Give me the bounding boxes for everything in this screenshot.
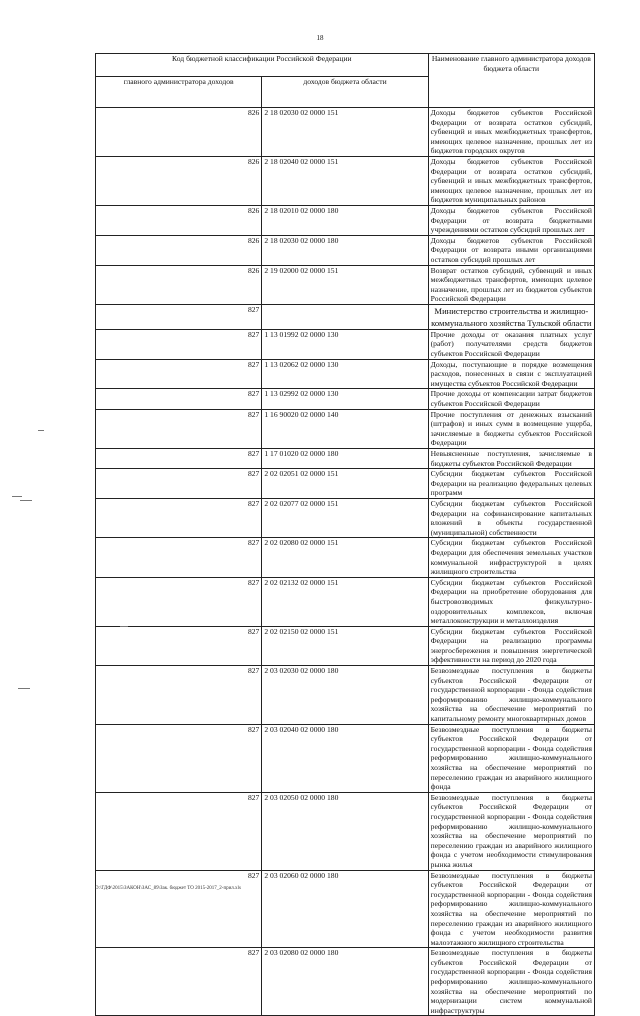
revenue-code-cell: [262, 304, 428, 329]
table-header-row: [96, 54, 595, 77]
revenue-name-cell: Безвозмездные поступления в бюджеты субъектов Российской Федерации от государственной корпорации - Фонда содействия реформированию жилищно-коммунального хозяйства на обеспечение мероприятий по переселению граждан из аварийного жилищного фонда с учетом необходимости стимулирования рынка жилья: [428, 792, 594, 870]
revenue-name-cell: Доходы, поступающие в порядке возмещения расходов, понесенных в связи с эксплуатацией имущества субъектов Российской Федерации: [428, 359, 594, 389]
revenue-name-cell: Невыясненные поступления, зачисляемые в бюджеты субъектов Российской Федерации: [428, 449, 594, 469]
revenue-code-cell: 2 18 02040 02 0000 151: [262, 156, 428, 205]
revenue-name-cell: Доходы бюджетов субъектов Российской Федерации от возврата бюджетными учреждениями остатков субсидий прошлых лет: [428, 205, 594, 235]
admin-code-cell: 827: [96, 329, 262, 359]
file-path-footer: D:\ГДФ\2015\ЗАКОН\ЗАС_89\Зак. бюджет ТО 2015-2017_2-прил.xls: [95, 886, 241, 891]
admin-code-cell: 827: [96, 469, 262, 499]
table-row: [96, 538, 595, 577]
table-row: [96, 666, 595, 725]
revenue-code-cell: 1 13 02062 02 0000 130: [262, 359, 428, 389]
revenue-code-cell: 1 17 01020 02 0000 180: [262, 449, 428, 469]
revenue-classification-table: [95, 53, 595, 1016]
table-row: [96, 329, 595, 359]
revenue-code-cell: 2 03 02050 02 0000 180: [262, 792, 428, 870]
revenue-code-cell: 1 16 90020 02 0000 140: [262, 409, 428, 448]
revenue-name-cell: Прочие доходы от компенсации затрат бюджетов субъектов Российской Федерации: [428, 389, 594, 409]
scan-speck: [20, 500, 32, 501]
table-row: [96, 577, 595, 626]
revenue-code-cell: 2 18 02030 02 0000 151: [262, 108, 428, 157]
admin-code-cell: 827: [96, 498, 262, 537]
admin-code-cell: 827: [96, 666, 262, 725]
revenue-name-cell: Безвозмездные поступления в бюджеты субъектов Российской Федерации от государственной корпорации - Фонда содействия реформированию жилищно-коммунального хозяйства на обеспечение мероприятий по капитальному ремонту многоквартирных домов: [428, 666, 594, 725]
revenue-name-cell: Безвозмездные поступления в бюджеты субъектов Российской Федерации от государственной корпорации - Фонда содействия реформированию жилищно-коммунального хозяйства на обеспечение мероприятий по переселению граждан из аварийного жилищного фонда: [428, 724, 594, 792]
admin-code-cell: 826: [96, 265, 262, 304]
scan-speck: [120, 626, 128, 627]
admin-code-cell: 827: [96, 538, 262, 577]
revenue-code-cell: 2 02 02080 02 0000 151: [262, 538, 428, 577]
scan-speck: [12, 496, 22, 497]
revenue-code-cell: 2 03 02060 02 0000 180: [262, 870, 428, 948]
header-name: Наименование главного администратора доходов бюджета области: [428, 54, 594, 108]
header-admin: главного администратора доходов: [96, 77, 262, 108]
administrator-name-cell: Министерство строительства и жилищно-коммунального хозяйства Тульской области: [428, 304, 594, 329]
revenue-code-cell: 2 03 02030 02 0000 180: [262, 666, 428, 725]
revenue-code-cell: 2 02 02132 02 0000 151: [262, 577, 428, 626]
admin-code-cell: 827: [96, 409, 262, 448]
revenue-name-cell: Доходы бюджетов субъектов Российской Федерации от возврата остатков субсидий, субвенций и иных межбюджетных трансфертов, имеющих целевое назначение, прошлых лет из бюджетов городских округов: [428, 108, 594, 157]
revenue-code-cell: 2 18 02010 02 0000 180: [262, 205, 428, 235]
revenue-code-cell: 2 02 02077 02 0000 151: [262, 498, 428, 537]
revenue-name-cell: Субсидии бюджетам субъектов Российской Федерации для обеспечения земельных участков коммунальной инфраструктурой в целях жилищного строительства: [428, 538, 594, 577]
admin-code-cell: 826: [96, 108, 262, 157]
table-row: [96, 792, 595, 870]
table-row: [96, 449, 595, 469]
header-revenue: доходов бюджета области: [262, 77, 428, 108]
admin-code-cell: 827: [96, 948, 262, 1016]
revenue-name-cell: Субсидии бюджетам субъектов Российской Федерации на приобретение оборудования для быстровозводимых физкультурно-оздоровительных комплексов, включая металлоконструкции и металлоизделия: [428, 577, 594, 626]
revenue-name-cell: Возврат остатков субсидий, субвенций и иных межбюджетных трансфертов, имеющих целевое назначение, прошлых лет из бюджетов субъектов Российской Федерации: [428, 265, 594, 304]
page-number: 18: [316, 34, 324, 42]
table-row: [96, 108, 595, 157]
revenue-code-cell: 2 02 02150 02 0000 151: [262, 626, 428, 665]
table-row: [96, 156, 595, 205]
admin-code-cell: 827: [96, 389, 262, 409]
scan-speck: [38, 430, 44, 431]
revenue-name-cell: Доходы бюджетов субъектов Российской Федерации от возврата иными организациями остатков субсидий прошлых лет: [428, 235, 594, 265]
revenue-code-cell: 2 03 02040 02 0000 180: [262, 724, 428, 792]
table-row: [96, 409, 595, 448]
admin-code-cell: 826: [96, 156, 262, 205]
revenue-code-cell: 2 02 02051 02 0000 151: [262, 469, 428, 499]
admin-code-cell: 826: [96, 235, 262, 265]
table-row: [96, 469, 595, 499]
table-row: [96, 870, 595, 948]
table-row: [96, 724, 595, 792]
admin-code-cell: 827: [96, 626, 262, 665]
table-body: [96, 54, 595, 1016]
admin-code-cell: 827: [96, 304, 262, 329]
table-row: [96, 389, 595, 409]
admin-code-cell: 827: [96, 449, 262, 469]
revenue-name-cell: Прочие доходы от оказания платных услуг (работ) получателями средств бюджетов субъектов Российской Федерации: [428, 329, 594, 359]
admin-code-cell: 827: [96, 870, 262, 948]
revenue-code-cell: 2 18 02030 02 0000 180: [262, 235, 428, 265]
scan-speck: [18, 688, 30, 689]
revenue-name-cell: Субсидии бюджетам субъектов Российской Федерации на софинансирование капитальных вложений в объекты государственной (муниципальной) собственности: [428, 498, 594, 537]
table-row: [96, 498, 595, 537]
admin-code-cell: 827: [96, 792, 262, 870]
admin-code-cell: 827: [96, 577, 262, 626]
revenue-code-cell: 2 03 02080 02 0000 180: [262, 948, 428, 1016]
revenue-name-cell: Субсидии бюджетам субъектов Российской Федерации на реализацию программы энергосбережения и повышения энергетической эффективности на период до 2020 года: [428, 626, 594, 665]
table-row: [96, 948, 595, 1016]
revenue-name-cell: Доходы бюджетов субъектов Российской Федерации от возврата остатков субсидий, субвенций и иных межбюджетных трансфертов, имеющих целевое назначение, прошлых лет из бюджетов муниципальных районов: [428, 156, 594, 205]
revenue-name-cell: Субсидии бюджетам субъектов Российской Федерации на реализацию федеральных целевых программ: [428, 469, 594, 499]
table-row: [96, 265, 595, 304]
table-org-row: [96, 304, 595, 329]
table-row: [96, 205, 595, 235]
admin-code-cell: 826: [96, 205, 262, 235]
header-code-group: Код бюджетной классификации Российской Федерации: [96, 54, 429, 77]
revenue-name-cell: Прочие поступления от денежных взысканий (штрафов) и иных сумм в возмещение ущерба, зачисляемые в бюджеты субъектов Российской Федерации: [428, 409, 594, 448]
revenue-code-cell: 1 13 02992 02 0000 130: [262, 389, 428, 409]
revenue-code-cell: 1 13 01992 02 0000 130: [262, 329, 428, 359]
revenue-code-cell: 2 19 02000 02 0000 151: [262, 265, 428, 304]
admin-code-cell: 827: [96, 359, 262, 389]
revenue-name-cell: Безвозмездные поступления в бюджеты субъектов Российской Федерации от государственной корпорации - Фонда содействия реформированию жилищно-коммунального хозяйства на обеспечение мероприятий по модернизации систем коммунальной инфраструктуры: [428, 948, 594, 1016]
table-row: [96, 626, 595, 665]
table-row: [96, 235, 595, 265]
admin-code-cell: 827: [96, 724, 262, 792]
table-row: [96, 359, 595, 389]
revenue-name-cell: Безвозмездные поступления в бюджеты субъектов Российской Федерации от государственной корпорации - Фонда содействия реформированию жилищно-коммунального хозяйства на обеспечение мероприятий по переселению граждан из аварийного жилищного фонда с учетом необходимости развития малоэтажного жилищного строительства: [428, 870, 594, 948]
